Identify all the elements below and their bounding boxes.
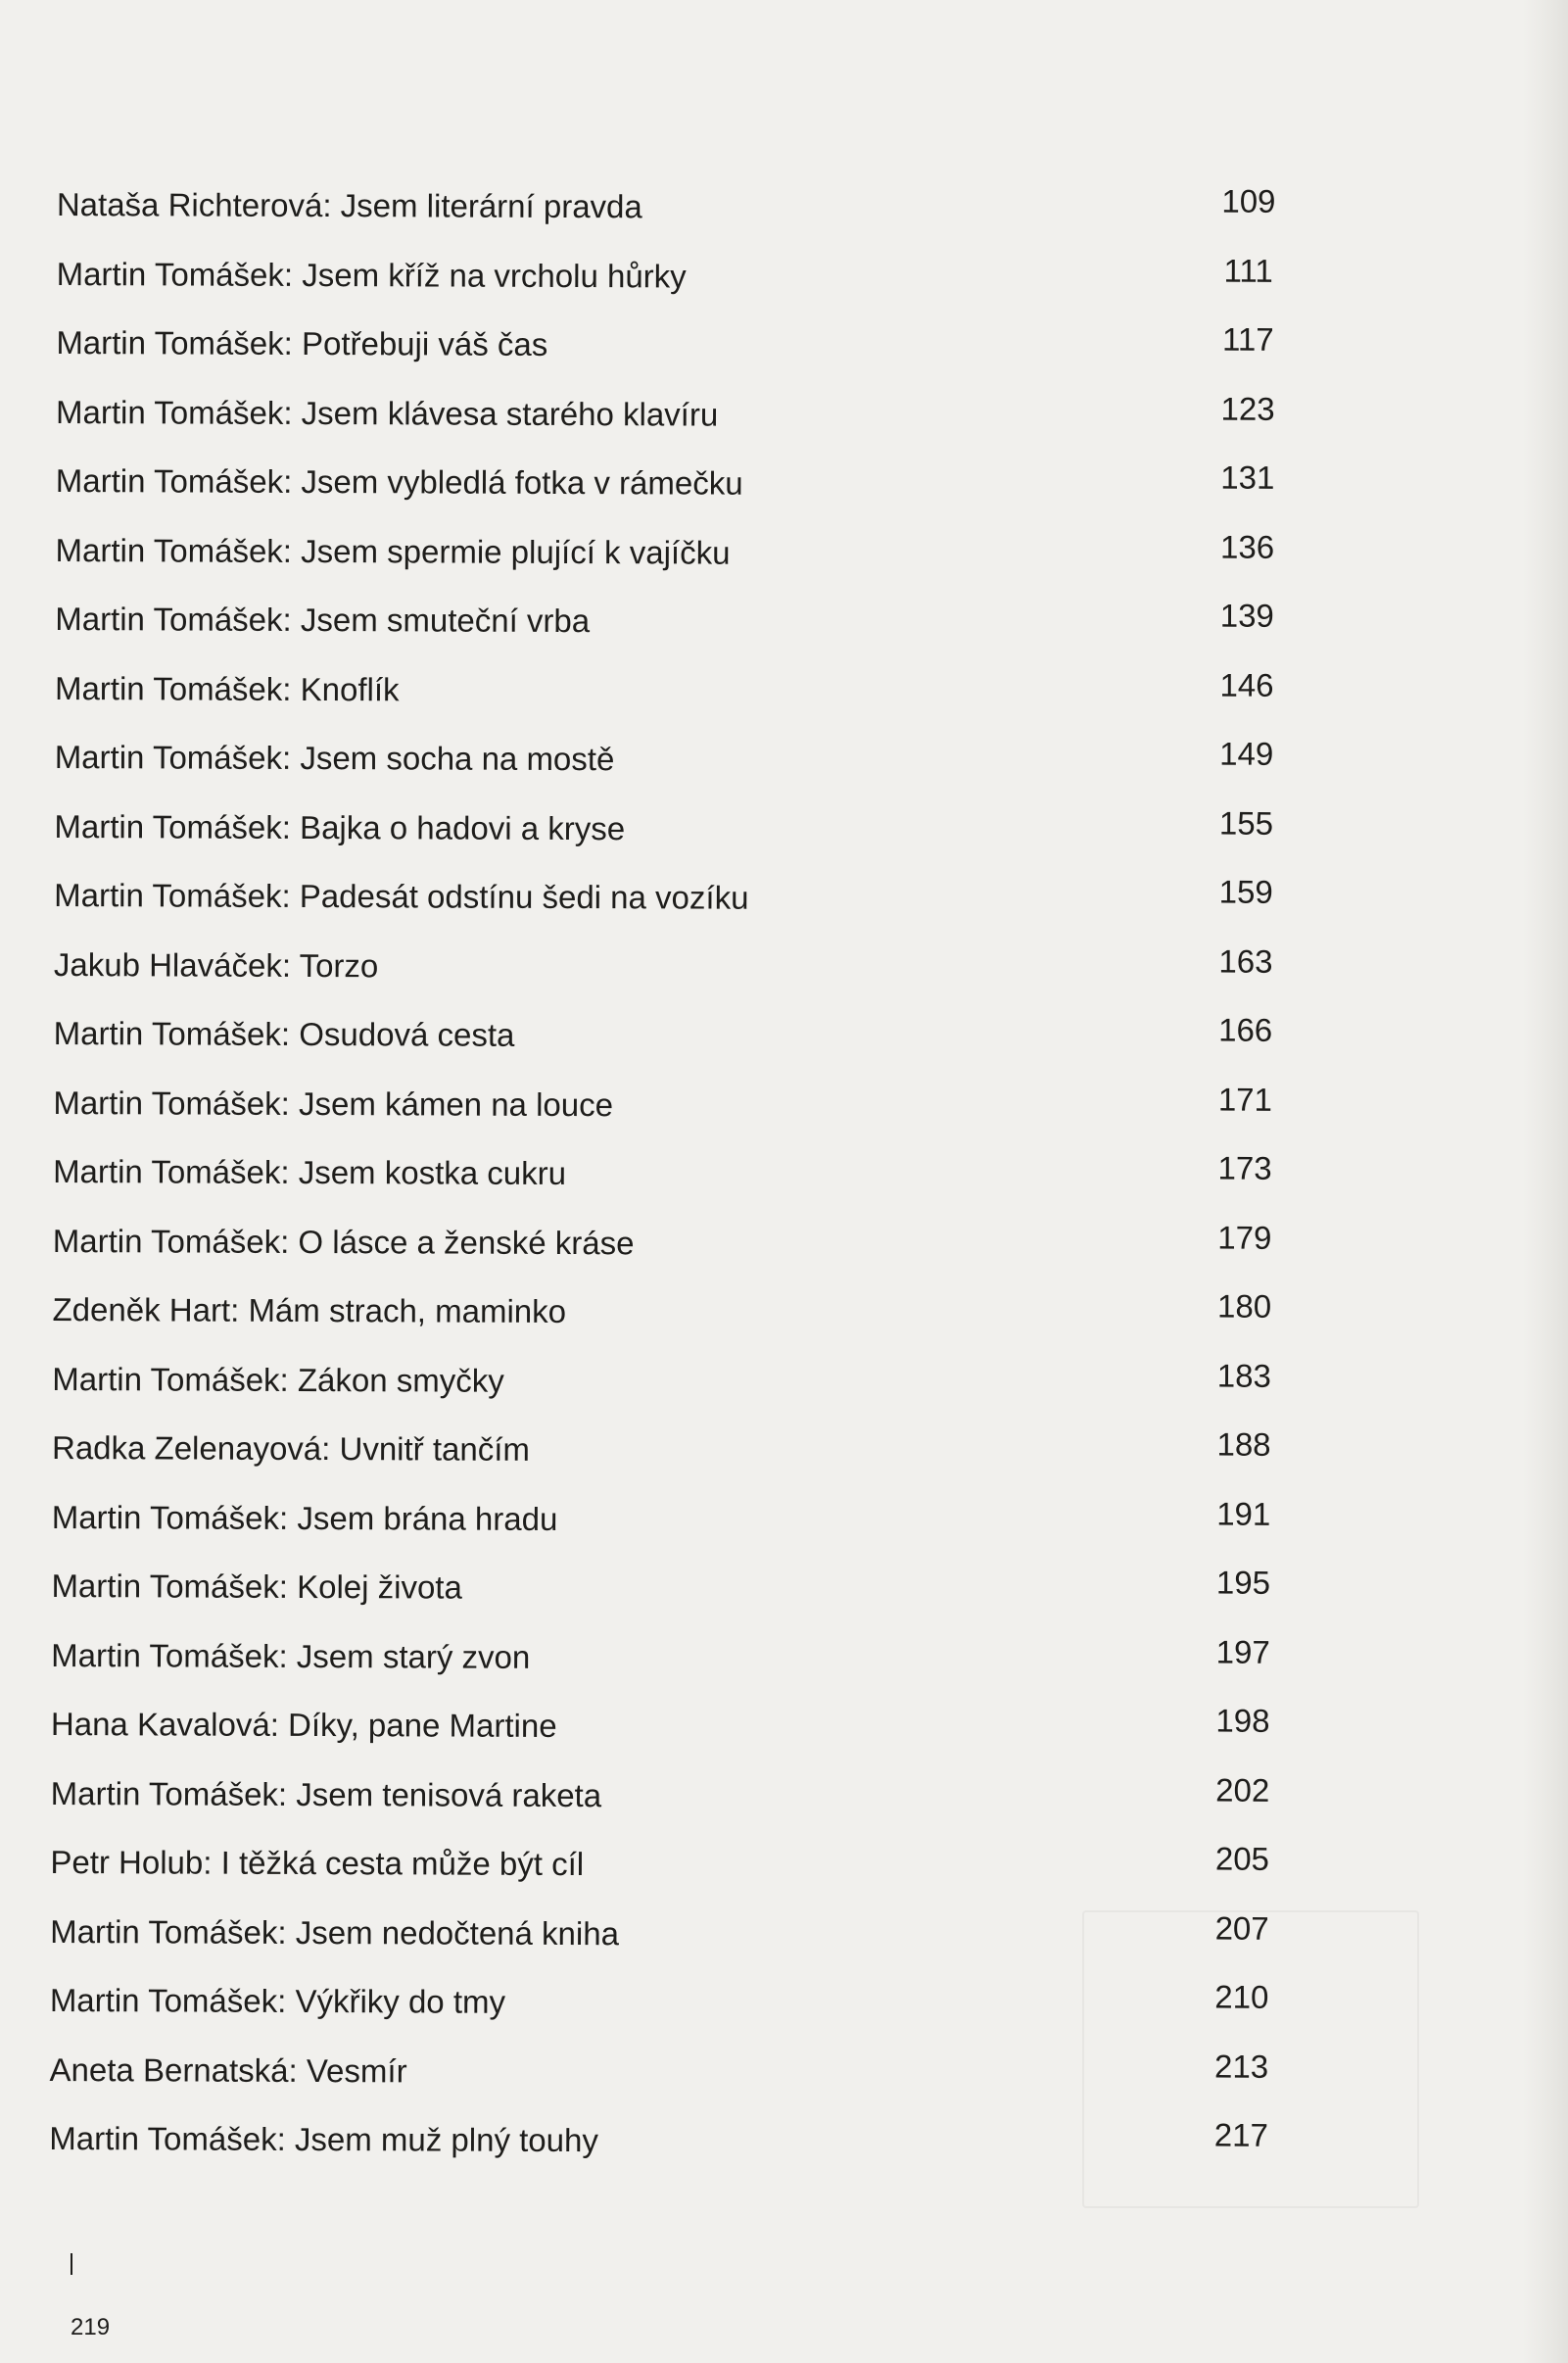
toc-entry [50,1836,1343,1910]
toc-entry [57,178,1350,253]
toc-entry-title: Martin Tomášek: Jsem kříž na vrcholu hůrky [56,255,687,294]
toc-entry [56,316,1349,391]
toc-entry-title: Martin Tomášek: Osudová cesta [53,1014,515,1053]
toc-entry-page: 197 [1215,1633,1270,1670]
toc-entry [51,1766,1344,1841]
toc-entry-page: 198 [1215,1702,1270,1739]
toc-entry-page: 173 [1217,1149,1272,1186]
toc-entry-page: 146 [1219,666,1274,703]
table-of-contents [49,178,1350,2187]
toc-entry-page: 202 [1215,1771,1270,1808]
toc-entry [51,1698,1344,1772]
toc-entry [51,1560,1344,1634]
toc-entry-page: 163 [1218,942,1273,980]
toc-entry [49,2112,1342,2187]
toc-entry-page: 139 [1219,597,1274,634]
toc-entry-title: Martin Tomášek: Jsem tenisová raketa [50,1774,602,1813]
toc-entry-title: Martin Tomášek: Jsem nedočtená kniha [50,1912,620,1952]
toc-entry-title: Martin Tomášek: Jsem kostka cukru [53,1152,567,1192]
toc-entry [49,2043,1342,2117]
toc-entry-page: 117 [1221,320,1274,358]
toc-entry [55,731,1348,805]
page-edge-shadow [1523,0,1568,2363]
toc-entry-title: Radka Zelenayová: Uvnitř tančím [51,1428,530,1468]
toc-entry [54,869,1347,943]
toc-entry-title: Martin Tomášek: Bajka o hadovi a kryse [54,807,626,846]
toc-entry-page: 149 [1219,735,1274,772]
toc-entry-title: Zdeněk Hart: Mám strach, maminko [52,1290,567,1330]
toc-entry [55,593,1348,667]
toc-entry-title: Hana Kavalová: Díky, pane Martine [50,1705,557,1744]
toc-entry-page: 171 [1217,1081,1273,1118]
toc-entry-title: Martin Tomášek: Jsem socha na mostě [54,738,615,778]
toc-entry [52,1422,1345,1496]
toc-entry-page: 109 [1221,182,1276,219]
toc-entry [54,799,1347,874]
toc-entry-title: Martin Tomášek: Jsem muž plný touhy [49,2119,598,2159]
toc-entry [53,1214,1346,1288]
toc-entry [55,523,1348,598]
toc-entry-title: Martin Tomášek: Jsem starý zvon [51,1636,531,1675]
toc-entry-title: Martin Tomášek: Potřebuji váš čas [56,323,548,362]
toc-entry-title: Martin Tomášek: Jsem smuteční vrba [55,600,591,640]
toc-entry-page: 111 [1223,252,1273,289]
toc-entry-title: Martin Tomášek: Padesát odstínu šedi na vozíku [54,876,749,916]
toc-entry-page: 180 [1216,1287,1272,1325]
toc-entry-title: Jakub Hlaváček: Torzo [53,945,379,984]
toc-entry-page: 210 [1214,1978,1269,2015]
toc-entry-title: Martin Tomášek: Jsem brána hradu [51,1498,558,1537]
toc-entry [50,1974,1343,2049]
toc-entry-page: 213 [1214,2048,1269,2085]
toc-entry-page: 131 [1220,458,1275,496]
page-number: 219 [71,2314,111,2340]
toc-entry [55,661,1348,736]
toc-entry [53,1076,1346,1150]
toc-entry [53,1145,1346,1220]
toc-entry-title: Martin Tomášek: Zákon smyčky [52,1360,504,1399]
toc-entry-title: Martin Tomášek: Knoflík [54,669,400,707]
toc-entry [56,385,1349,459]
toc-entry-page: 159 [1218,873,1273,910]
toc-entry-title: Petr Holub: I těžká cesta může být cíl [50,1843,585,1883]
toc-entry [51,1628,1344,1703]
toc-entry-title: Martin Tomášek: Jsem kámen na louce [53,1084,614,1123]
toc-entry [54,938,1347,1012]
toc-entry-page: 191 [1216,1495,1271,1532]
toc-entry [53,1007,1346,1082]
toc-entry-title: Martin Tomášek: Kolej života [51,1567,462,1606]
toc-entry [52,1490,1345,1565]
folio-rule [71,2253,72,2275]
toc-entry [52,1283,1345,1358]
toc-entry-page: 207 [1214,1909,1269,1947]
toc-entry-page: 183 [1216,1357,1271,1394]
toc-entry-page: 188 [1216,1425,1271,1463]
toc-entry-title: Martin Tomášek: Jsem vybledlá fotka v rámečku [55,461,743,502]
toc-entry-page: 155 [1218,804,1274,842]
toc-entry [52,1352,1345,1426]
toc-entry [50,1905,1343,1979]
toc-entry-page: 179 [1217,1219,1272,1256]
toc-entry-page: 195 [1215,1564,1271,1601]
toc-entry-title: Martin Tomášek: O lásce a ženské kráse [52,1222,635,1261]
toc-entry-page: 123 [1220,390,1275,427]
toc-entry [56,455,1349,529]
toc-entry-title: Aneta Bernatská: Vesmír [49,2050,407,2089]
toc-entry-page: 136 [1219,528,1275,565]
toc-entry-title: Nataša Richterová: Jsem literární pravda [56,185,642,225]
toc-entry-page: 166 [1218,1011,1273,1048]
toc-entry-title: Martin Tomášek: Jsem klávesa starého klavíru [56,393,719,433]
toc-entry-page: 205 [1214,1840,1270,1877]
toc-entry-page: 217 [1213,2116,1268,2153]
toc-entry-title: Martin Tomášek: Jsem spermie plující k vajíčku [55,531,731,571]
toc-entry [56,247,1349,321]
toc-entry-title: Martin Tomášek: Výkřiky do tmy [49,1981,506,2020]
